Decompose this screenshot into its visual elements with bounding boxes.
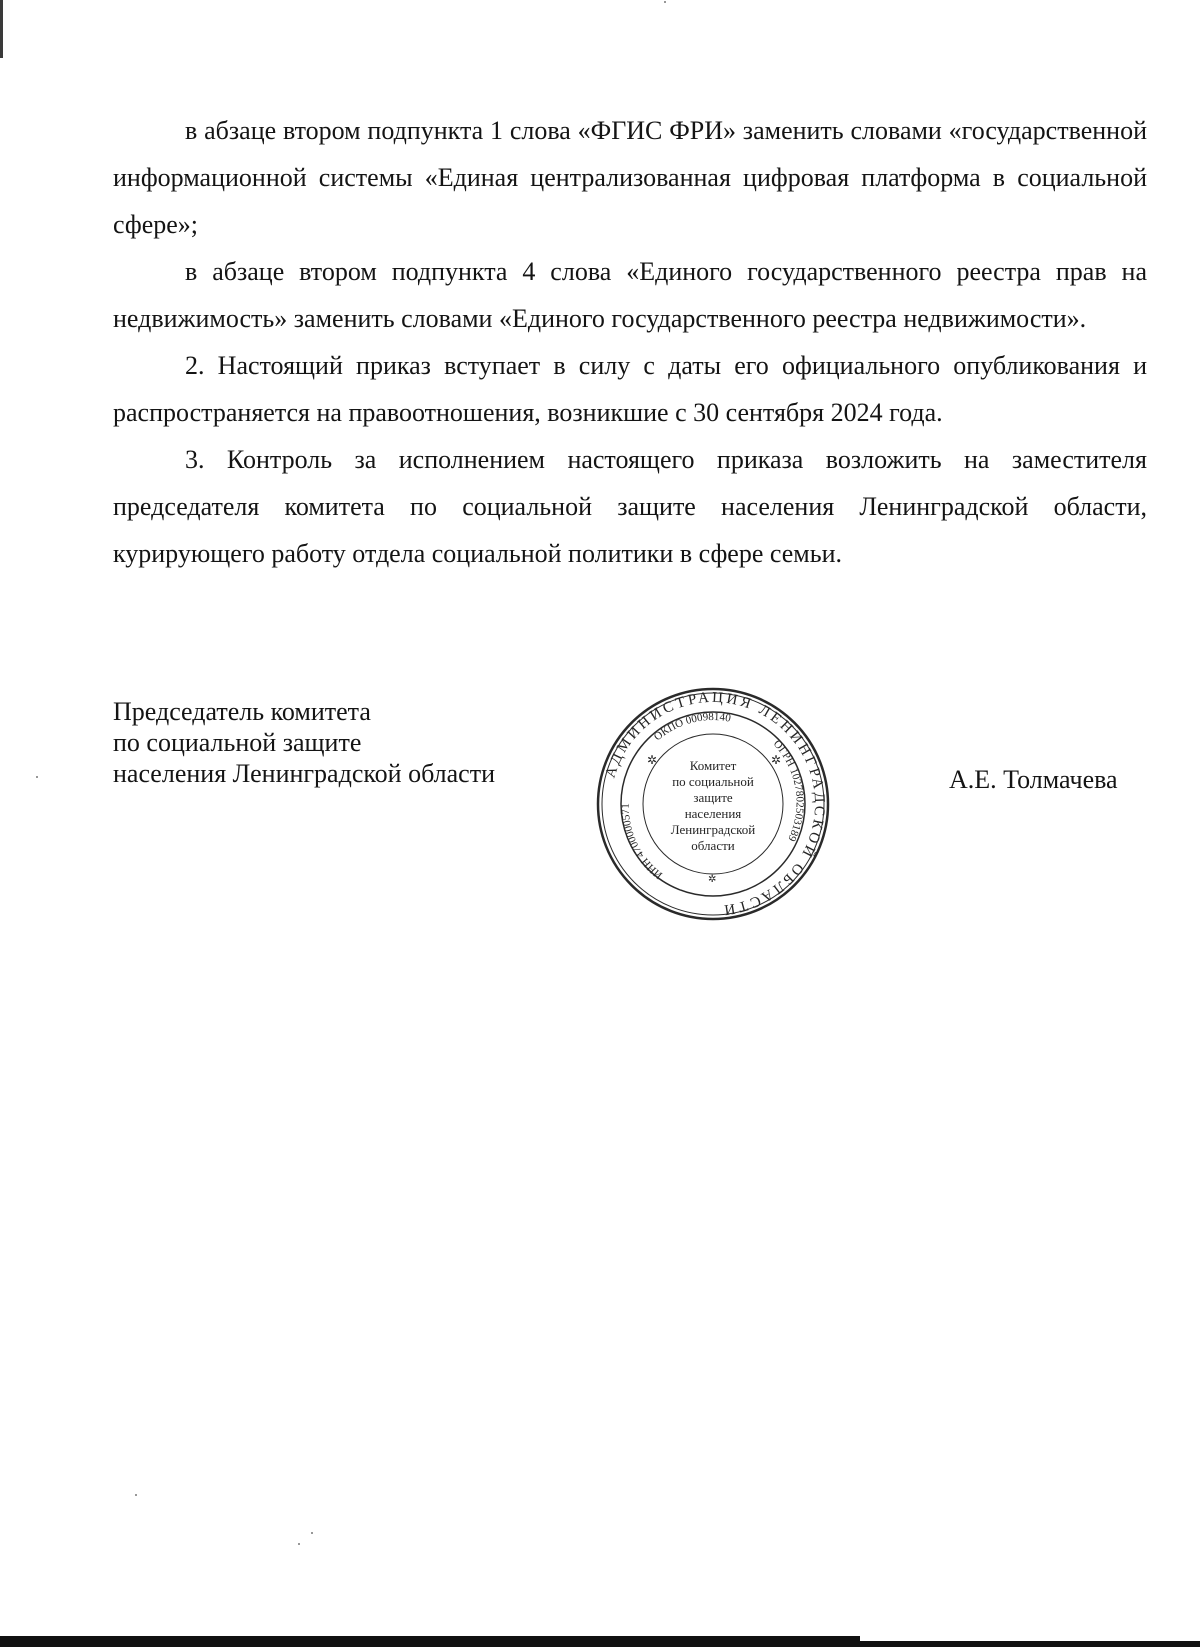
signatory-position-line: населения Ленинградской области xyxy=(113,759,496,788)
seal-inner-text-left: ИНН 4700000571 xyxy=(619,803,665,882)
seal-star-icon: ✲ xyxy=(647,753,658,767)
seal-star-icon: ✲ xyxy=(771,753,782,767)
paragraph: 2. Настоящий приказ вступает в силу с даты его официального опубликования и распространяется на правоотношения, возникшие с 30 сентября 2024 года. xyxy=(113,351,1147,427)
scan-edge-bottom-gap xyxy=(860,1636,1200,1641)
scan-edge-left xyxy=(0,0,3,58)
seal-center-line: Комитет xyxy=(689,758,737,773)
seal-center-line: населения xyxy=(684,806,742,821)
seal-center-line: по социальной xyxy=(672,774,754,789)
seal-center-line: Ленинградской xyxy=(670,822,756,837)
seal-center-text xyxy=(671,758,756,853)
signatory-position xyxy=(113,696,495,789)
signatory-position-line: по социальной защите xyxy=(113,728,362,757)
seal-inner-text-right: ОГРН 1027802503189 xyxy=(770,737,806,844)
official-seal xyxy=(595,686,831,922)
scan-speck xyxy=(36,776,38,778)
seal-outer-text: АДМИНИСТРАЦИЯ ЛЕНИНГРАДСКОЙ ОБЛАСТИ xyxy=(602,689,828,918)
scan-speck xyxy=(298,1543,300,1545)
signatory-position-line: Председатель комитета xyxy=(113,697,371,726)
scan-speck xyxy=(311,1532,313,1534)
seal-inner-text-top: ОКПО 00098140 xyxy=(651,710,732,744)
seal-center-line: защите xyxy=(693,790,733,805)
paragraph: 3. Контроль за исполнением настоящего приказа возложить на заместителя председателя комитета по социальной защите населения Ленинградской области, курирующего работу отдела социальной политики в сфере семьи. xyxy=(113,445,1147,568)
paragraph: в абзаце втором подпункта 1 слова «ФГИС ФРИ» заменить словами «государственной информационной системы «Единая централизованная цифровая платформа в социальной сфере»; xyxy=(113,116,1147,239)
paragraph: в абзаце втором подпункта 4 слова «Единого государственного реестра прав на недвижимость» заменить словами «Единого государственного реестра недвижимости». xyxy=(113,257,1147,333)
scan-speck xyxy=(664,1,666,3)
scan-speck xyxy=(135,1494,137,1496)
seal-star-icon: ✲ xyxy=(708,874,717,885)
signatory-name: А.Е. Толмачева xyxy=(949,765,1118,794)
seal-center-line: области xyxy=(691,838,735,853)
document-body xyxy=(113,107,1147,577)
